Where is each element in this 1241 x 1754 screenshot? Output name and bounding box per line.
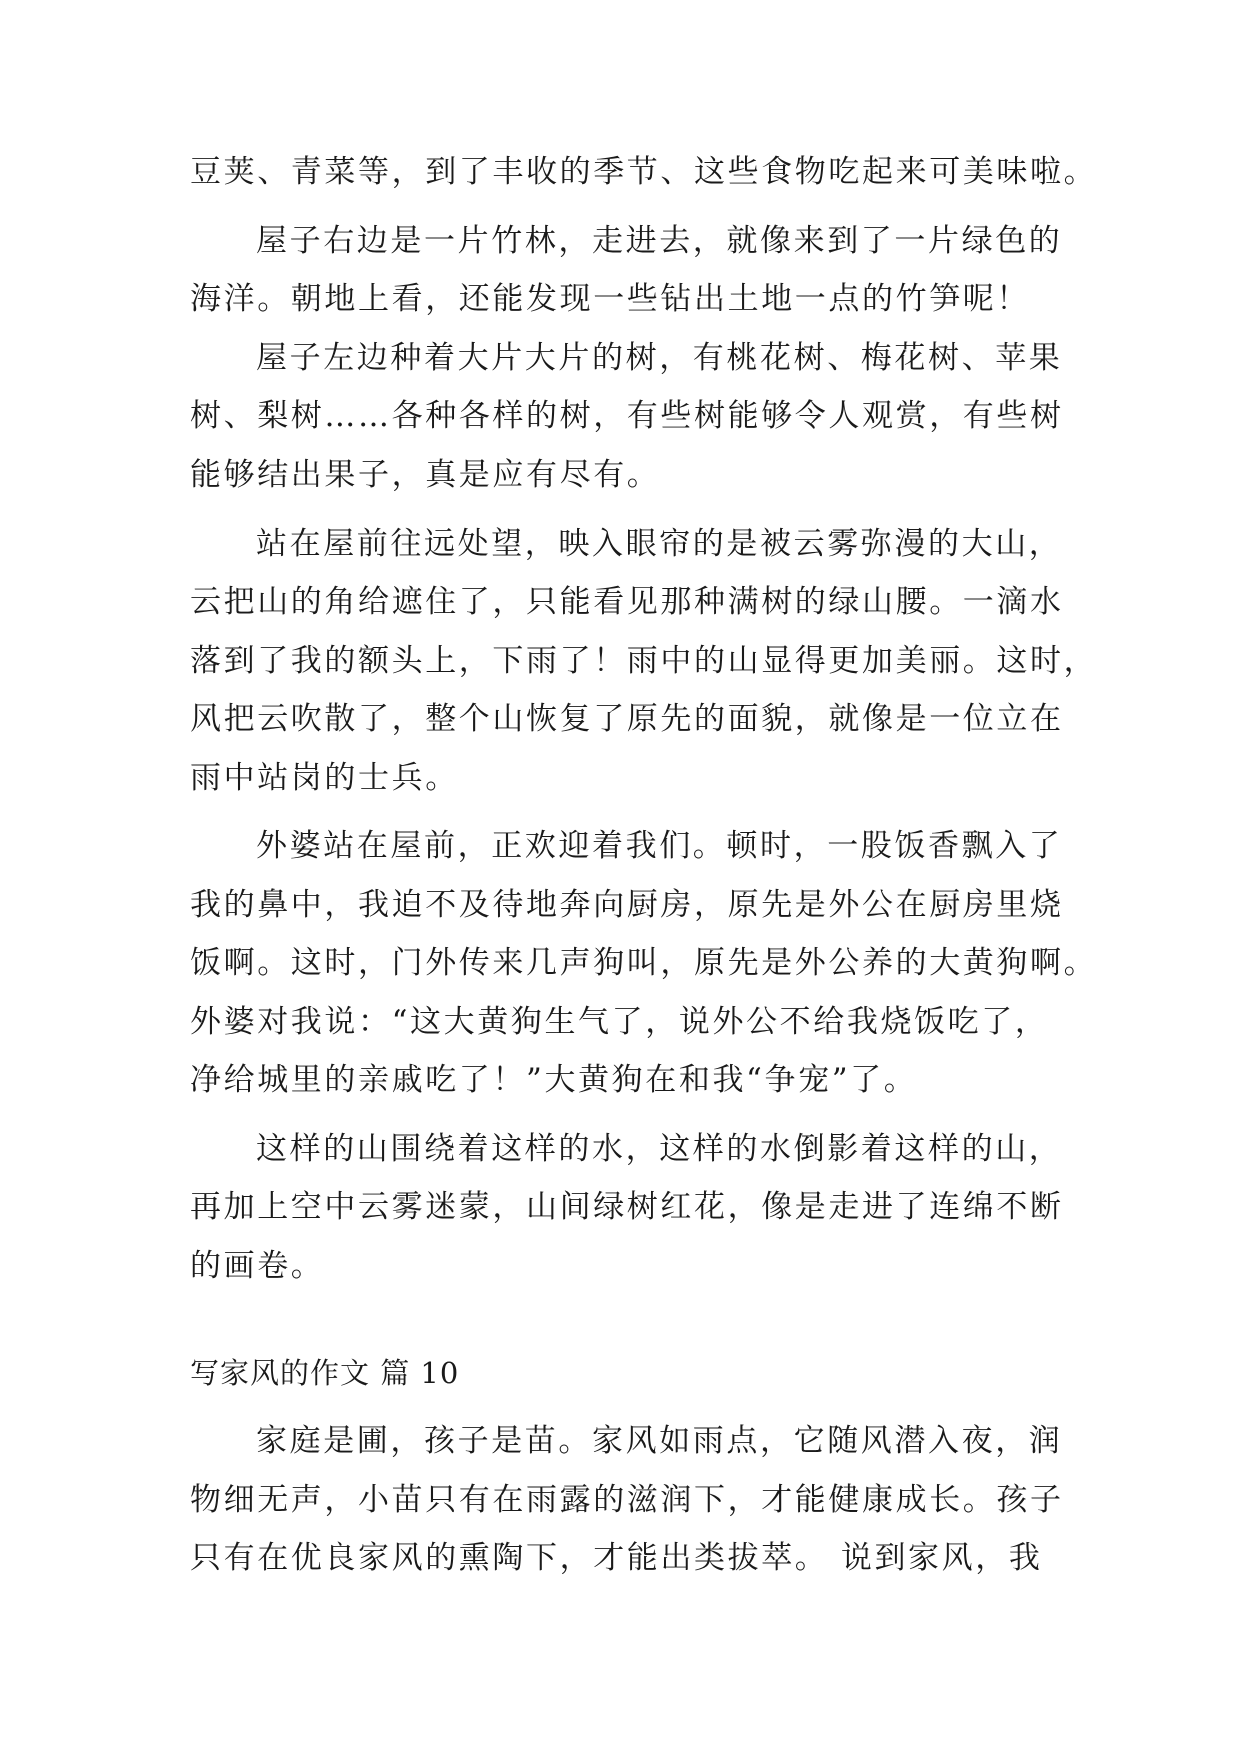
paragraph-line: 树、梨树……各种各样的树，有些树能够令人观赏，有些树 [190,398,1064,434]
paragraph-line: 饭啊。这时，门外传来几声狗叫，原先是外公养的大黄狗啊。 [190,945,1098,981]
paragraph-line: 雨中站岗的士兵。 [190,760,459,796]
paragraph-line: 只有在优良家风的熏陶下，才能出类拔萃。 说到家风，我 [190,1540,1043,1576]
paragraph-line: 能够结出果子，真是应有尽有。 [190,457,661,493]
paragraph-line: 云把山的角给遮住了，只能看见那种满树的绿山腰。一滴水 [190,584,1064,620]
paragraph-line: 的画卷。 [190,1248,325,1284]
paragraph-line: 这样的山围绕着这样的水，这样的水倒影着这样的山， [256,1131,1063,1167]
paragraph-line: 物细无声，小苗只有在雨露的滋润下，才能健康成长。孩子 [190,1482,1064,1518]
paragraph-line: 我的鼻中，我迫不及待地奔向厨房，原先是外公在厨房里烧 [190,887,1064,923]
paragraph-line: 净给城里的亲戚吃了！”大黄狗在和我“争宠”了。 [190,1062,918,1098]
paragraph-line: 家庭是圃，孩子是苗。家风如雨点，它随风潜入夜，润 [256,1423,1063,1459]
paragraph-line: 风把云吹散了，整个山恢复了原先的面貌，就像是一位立在 [190,701,1064,737]
paragraph-line: 外婆站在屋前，正欢迎着我们。顿时，一股饭香飘入了 [256,828,1063,864]
section-heading: 写家风的作文 篇 10 [190,1356,460,1390]
paragraph-line: 外婆对我说：“这大黄狗生气了，说外公不给我烧饭吃了， [190,1004,1049,1040]
paragraph-line: 屋子左边种着大片大片的树，有桃花树、梅花树、苹果 [256,340,1063,376]
paragraph-line: 海洋。朝地上看，还能发现一些钻出土地一点的竹笋呢！ [190,281,1030,317]
paragraph-line: 落到了我的额头上，下雨了！雨中的山显得更加美丽。这时， [190,643,1098,679]
paragraph-line: 屋子右边是一片竹林，走进去，就像来到了一片绿色的 [256,223,1063,259]
paragraph-line: 再加上空中云雾迷蒙，山间绿树红花，像是走进了连绵不断 [190,1189,1064,1225]
paragraph-line: 站在屋前往远处望，映入眼帘的是被云雾弥漫的大山， [256,526,1063,562]
paragraph-line: 豆荚、青菜等，到了丰收的季节、这些食物吃起来可美味啦。 [190,154,1098,190]
